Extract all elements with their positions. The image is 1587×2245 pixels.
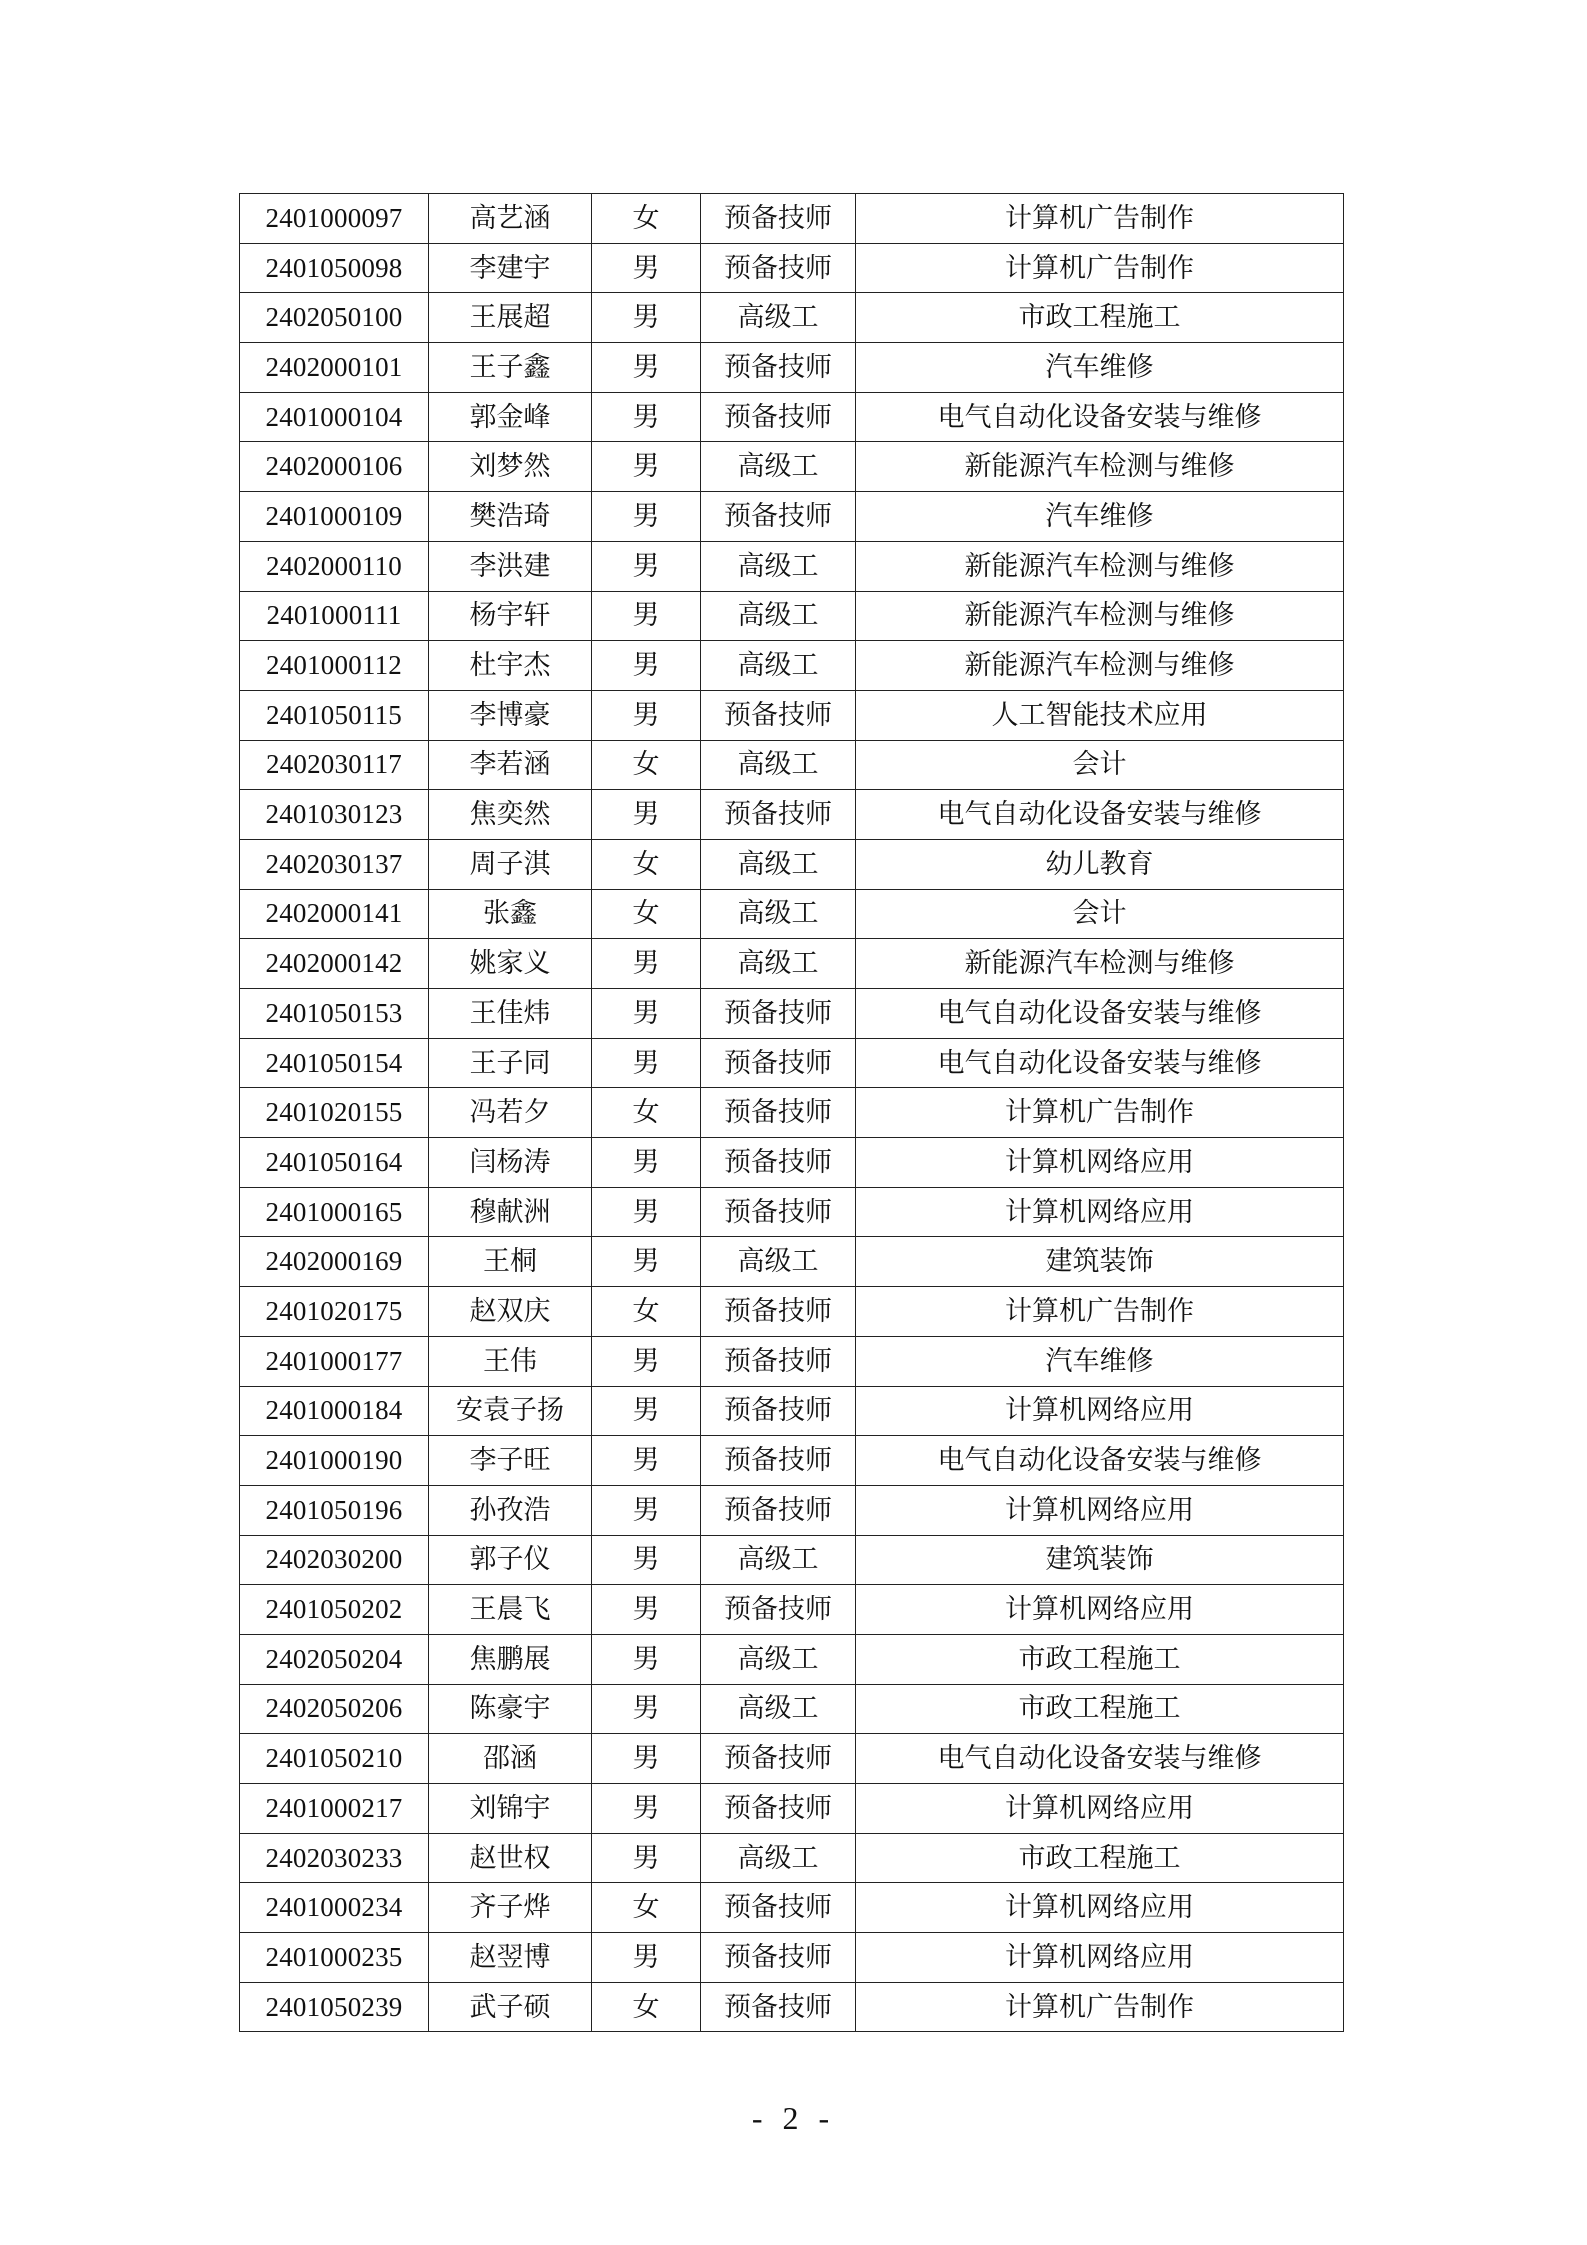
gender-cell: 女	[592, 1883, 701, 1933]
table-row	[240, 243, 1344, 293]
major-cell: 市政工程施工	[856, 293, 1344, 343]
student-id-cell: 2401000109	[240, 492, 429, 542]
table-row	[240, 293, 1344, 343]
level-cell: 预备技师	[701, 1336, 856, 1386]
table-row	[240, 1187, 1344, 1237]
major-cell: 电气自动化设备安装与维修	[856, 790, 1344, 840]
name-cell: 赵翌博	[429, 1933, 592, 1983]
gender-cell: 男	[592, 1684, 701, 1734]
table-row	[240, 1287, 1344, 1337]
level-cell: 高级工	[701, 1634, 856, 1684]
major-cell: 计算机网络应用	[856, 1485, 1344, 1535]
roster-table-body	[240, 194, 1344, 2032]
gender-cell: 男	[592, 1138, 701, 1188]
name-cell: 郭金峰	[429, 392, 592, 442]
student-id-cell: 2401050196	[240, 1485, 429, 1535]
gender-cell: 男	[592, 1436, 701, 1486]
name-cell: 王展超	[429, 293, 592, 343]
gender-cell: 男	[592, 1336, 701, 1386]
student-id-cell: 2402000110	[240, 541, 429, 591]
student-id-cell: 2401000104	[240, 392, 429, 442]
student-id-cell: 2402050100	[240, 293, 429, 343]
student-id-cell: 2402050204	[240, 1634, 429, 1684]
gender-cell: 男	[592, 492, 701, 542]
name-cell: 王子鑫	[429, 343, 592, 393]
table-row	[240, 392, 1344, 442]
name-cell: 赵世权	[429, 1833, 592, 1883]
table-row	[240, 442, 1344, 492]
major-cell: 计算机网络应用	[856, 1386, 1344, 1436]
student-id-cell: 2401050115	[240, 690, 429, 740]
student-id-cell: 2401000097	[240, 194, 429, 244]
student-id-cell: 2401000184	[240, 1386, 429, 1436]
level-cell: 预备技师	[701, 1088, 856, 1138]
name-cell: 姚家义	[429, 939, 592, 989]
name-cell: 孙孜浩	[429, 1485, 592, 1535]
level-cell: 高级工	[701, 1833, 856, 1883]
page-number: - 2 -	[751, 2100, 836, 2136]
level-cell: 高级工	[701, 641, 856, 691]
student-id-cell: 2402000169	[240, 1237, 429, 1287]
name-cell: 闫杨涛	[429, 1138, 592, 1188]
level-cell: 预备技师	[701, 1585, 856, 1635]
major-cell: 电气自动化设备安装与维修	[856, 392, 1344, 442]
major-cell: 计算机网络应用	[856, 1933, 1344, 1983]
name-cell: 王伟	[429, 1336, 592, 1386]
name-cell: 高艺涵	[429, 194, 592, 244]
major-cell: 新能源汽车检测与维修	[856, 591, 1344, 641]
level-cell: 预备技师	[701, 1933, 856, 1983]
level-cell: 预备技师	[701, 690, 856, 740]
level-cell: 高级工	[701, 889, 856, 939]
gender-cell: 男	[592, 1933, 701, 1983]
name-cell: 王桐	[429, 1237, 592, 1287]
major-cell: 人工智能技术应用	[856, 690, 1344, 740]
gender-cell: 男	[592, 1485, 701, 1535]
gender-cell: 女	[592, 889, 701, 939]
level-cell: 高级工	[701, 1237, 856, 1287]
major-cell: 汽车维修	[856, 492, 1344, 542]
major-cell: 会计	[856, 740, 1344, 790]
table-row	[240, 1734, 1344, 1784]
table-row	[240, 1336, 1344, 1386]
table-row	[240, 1436, 1344, 1486]
level-cell: 预备技师	[701, 1982, 856, 2032]
student-id-cell: 2402000101	[240, 343, 429, 393]
major-cell: 计算机广告制作	[856, 194, 1344, 244]
table-row	[240, 1038, 1344, 1088]
major-cell: 计算机广告制作	[856, 1088, 1344, 1138]
table-row	[240, 1386, 1344, 1436]
gender-cell: 男	[592, 1038, 701, 1088]
name-cell: 刘梦然	[429, 442, 592, 492]
name-cell: 樊浩琦	[429, 492, 592, 542]
name-cell: 焦奕然	[429, 790, 592, 840]
level-cell: 预备技师	[701, 1287, 856, 1337]
gender-cell: 男	[592, 1833, 701, 1883]
name-cell: 邵涵	[429, 1734, 592, 1784]
table-row	[240, 194, 1344, 244]
student-id-cell: 2401000190	[240, 1436, 429, 1486]
major-cell: 电气自动化设备安装与维修	[856, 1734, 1344, 1784]
name-cell: 穆献洲	[429, 1187, 592, 1237]
table-row	[240, 1634, 1344, 1684]
level-cell: 预备技师	[701, 1436, 856, 1486]
level-cell: 预备技师	[701, 1386, 856, 1436]
table-row	[240, 839, 1344, 889]
gender-cell: 女	[592, 740, 701, 790]
table-row	[240, 740, 1344, 790]
name-cell: 杨宇轩	[429, 591, 592, 641]
major-cell: 电气自动化设备安装与维修	[856, 1038, 1344, 1088]
table-row	[240, 690, 1344, 740]
student-id-cell: 2401050164	[240, 1138, 429, 1188]
gender-cell: 男	[592, 541, 701, 591]
name-cell: 李建宇	[429, 243, 592, 293]
level-cell: 高级工	[701, 839, 856, 889]
student-id-cell: 2402030137	[240, 839, 429, 889]
major-cell: 汽车维修	[856, 343, 1344, 393]
gender-cell: 男	[592, 939, 701, 989]
student-id-cell: 2401000165	[240, 1187, 429, 1237]
table-row	[240, 591, 1344, 641]
name-cell: 周子淇	[429, 839, 592, 889]
major-cell: 会计	[856, 889, 1344, 939]
table-row	[240, 343, 1344, 393]
level-cell: 预备技师	[701, 1038, 856, 1088]
major-cell: 建筑装饰	[856, 1535, 1344, 1585]
major-cell: 新能源汽车检测与维修	[856, 541, 1344, 591]
major-cell: 计算机网络应用	[856, 1883, 1344, 1933]
level-cell: 预备技师	[701, 194, 856, 244]
major-cell: 计算机广告制作	[856, 1982, 1344, 2032]
gender-cell: 女	[592, 194, 701, 244]
table-row	[240, 1684, 1344, 1734]
student-roster-table	[239, 193, 1344, 2032]
name-cell: 李子旺	[429, 1436, 592, 1486]
major-cell: 市政工程施工	[856, 1684, 1344, 1734]
gender-cell: 男	[592, 1187, 701, 1237]
student-id-cell: 2401020155	[240, 1088, 429, 1138]
table-row	[240, 790, 1344, 840]
table-row	[240, 1982, 1344, 2032]
gender-cell: 女	[592, 1088, 701, 1138]
gender-cell: 男	[592, 1784, 701, 1834]
student-id-cell: 2401000111	[240, 591, 429, 641]
gender-cell: 男	[592, 790, 701, 840]
table-row	[240, 1585, 1344, 1635]
name-cell: 郭子仪	[429, 1535, 592, 1585]
level-cell: 高级工	[701, 442, 856, 492]
gender-cell: 女	[592, 1287, 701, 1337]
gender-cell: 男	[592, 641, 701, 691]
table-row	[240, 492, 1344, 542]
gender-cell: 男	[592, 442, 701, 492]
major-cell: 新能源汽车检测与维修	[856, 939, 1344, 989]
name-cell: 安袁子扬	[429, 1386, 592, 1436]
major-cell: 计算机广告制作	[856, 243, 1344, 293]
gender-cell: 男	[592, 293, 701, 343]
student-id-cell: 2402030117	[240, 740, 429, 790]
level-cell: 预备技师	[701, 392, 856, 442]
gender-cell: 男	[592, 392, 701, 442]
gender-cell: 男	[592, 1237, 701, 1287]
table-row	[240, 1784, 1344, 1834]
gender-cell: 女	[592, 839, 701, 889]
student-id-cell: 2402000141	[240, 889, 429, 939]
student-id-cell: 2402000142	[240, 939, 429, 989]
student-id-cell: 2401050239	[240, 1982, 429, 2032]
level-cell: 高级工	[701, 740, 856, 790]
table-row	[240, 1138, 1344, 1188]
name-cell: 武子硕	[429, 1982, 592, 2032]
level-cell: 预备技师	[701, 1138, 856, 1188]
gender-cell: 男	[592, 1734, 701, 1784]
student-id-cell: 2401020175	[240, 1287, 429, 1337]
gender-cell: 男	[592, 1535, 701, 1585]
name-cell: 刘锦宇	[429, 1784, 592, 1834]
table-row	[240, 1485, 1344, 1535]
gender-cell: 男	[592, 1634, 701, 1684]
major-cell: 计算机网络应用	[856, 1585, 1344, 1635]
major-cell: 计算机网络应用	[856, 1187, 1344, 1237]
level-cell: 高级工	[701, 939, 856, 989]
gender-cell: 男	[592, 1386, 701, 1436]
name-cell: 焦鹏展	[429, 1634, 592, 1684]
table-row	[240, 939, 1344, 989]
level-cell: 预备技师	[701, 1784, 856, 1834]
level-cell: 高级工	[701, 541, 856, 591]
major-cell: 计算机广告制作	[856, 1287, 1344, 1337]
major-cell: 电气自动化设备安装与维修	[856, 989, 1344, 1039]
student-id-cell: 2401050153	[240, 989, 429, 1039]
name-cell: 王子同	[429, 1038, 592, 1088]
student-id-cell: 2402030200	[240, 1535, 429, 1585]
table-row	[240, 1883, 1344, 1933]
name-cell: 李若涵	[429, 740, 592, 790]
name-cell: 王晨飞	[429, 1585, 592, 1635]
table-row	[240, 1237, 1344, 1287]
student-id-cell: 2402000106	[240, 442, 429, 492]
name-cell: 陈豪宇	[429, 1684, 592, 1734]
student-id-cell: 2401000234	[240, 1883, 429, 1933]
gender-cell: 男	[592, 1585, 701, 1635]
table-row	[240, 989, 1344, 1039]
major-cell: 建筑装饰	[856, 1237, 1344, 1287]
major-cell: 汽车维修	[856, 1336, 1344, 1386]
level-cell: 高级工	[701, 1684, 856, 1734]
level-cell: 预备技师	[701, 343, 856, 393]
level-cell: 预备技师	[701, 492, 856, 542]
major-cell: 计算机网络应用	[856, 1138, 1344, 1188]
level-cell: 高级工	[701, 1535, 856, 1585]
student-id-cell: 2401000217	[240, 1784, 429, 1834]
student-id-cell: 2401050210	[240, 1734, 429, 1784]
level-cell: 预备技师	[701, 243, 856, 293]
major-cell: 幼儿教育	[856, 839, 1344, 889]
name-cell: 赵双庆	[429, 1287, 592, 1337]
major-cell: 市政工程施工	[856, 1833, 1344, 1883]
level-cell: 预备技师	[701, 1883, 856, 1933]
level-cell: 预备技师	[701, 1734, 856, 1784]
name-cell: 王佳炜	[429, 989, 592, 1039]
gender-cell: 女	[592, 1982, 701, 2032]
student-id-cell: 2401000235	[240, 1933, 429, 1983]
student-id-cell: 2401050202	[240, 1585, 429, 1635]
name-cell: 李洪建	[429, 541, 592, 591]
major-cell: 市政工程施工	[856, 1634, 1344, 1684]
student-id-cell: 2401000177	[240, 1336, 429, 1386]
level-cell: 预备技师	[701, 1485, 856, 1535]
level-cell: 高级工	[701, 293, 856, 343]
level-cell: 预备技师	[701, 790, 856, 840]
student-id-cell: 2401000112	[240, 641, 429, 691]
major-cell: 计算机网络应用	[856, 1784, 1344, 1834]
major-cell: 电气自动化设备安装与维修	[856, 1436, 1344, 1486]
table-row	[240, 1933, 1344, 1983]
name-cell: 张鑫	[429, 889, 592, 939]
major-cell: 新能源汽车检测与维修	[856, 442, 1344, 492]
name-cell: 李博豪	[429, 690, 592, 740]
gender-cell: 男	[592, 343, 701, 393]
table-row	[240, 1088, 1344, 1138]
gender-cell: 男	[592, 243, 701, 293]
name-cell: 齐子烨	[429, 1883, 592, 1933]
level-cell: 预备技师	[701, 989, 856, 1039]
level-cell: 高级工	[701, 591, 856, 641]
table-row	[240, 1535, 1344, 1585]
table-row	[240, 1833, 1344, 1883]
level-cell: 预备技师	[701, 1187, 856, 1237]
gender-cell: 男	[592, 989, 701, 1039]
name-cell: 冯若夕	[429, 1088, 592, 1138]
table-row	[240, 541, 1344, 591]
gender-cell: 男	[592, 591, 701, 641]
student-id-cell: 2402050206	[240, 1684, 429, 1734]
major-cell: 新能源汽车检测与维修	[856, 641, 1344, 691]
table-row	[240, 889, 1344, 939]
student-id-cell: 2401050098	[240, 243, 429, 293]
table-row	[240, 641, 1344, 691]
student-id-cell: 2401030123	[240, 790, 429, 840]
student-id-cell: 2401050154	[240, 1038, 429, 1088]
student-id-cell: 2402030233	[240, 1833, 429, 1883]
gender-cell: 男	[592, 690, 701, 740]
name-cell: 杜宇杰	[429, 641, 592, 691]
